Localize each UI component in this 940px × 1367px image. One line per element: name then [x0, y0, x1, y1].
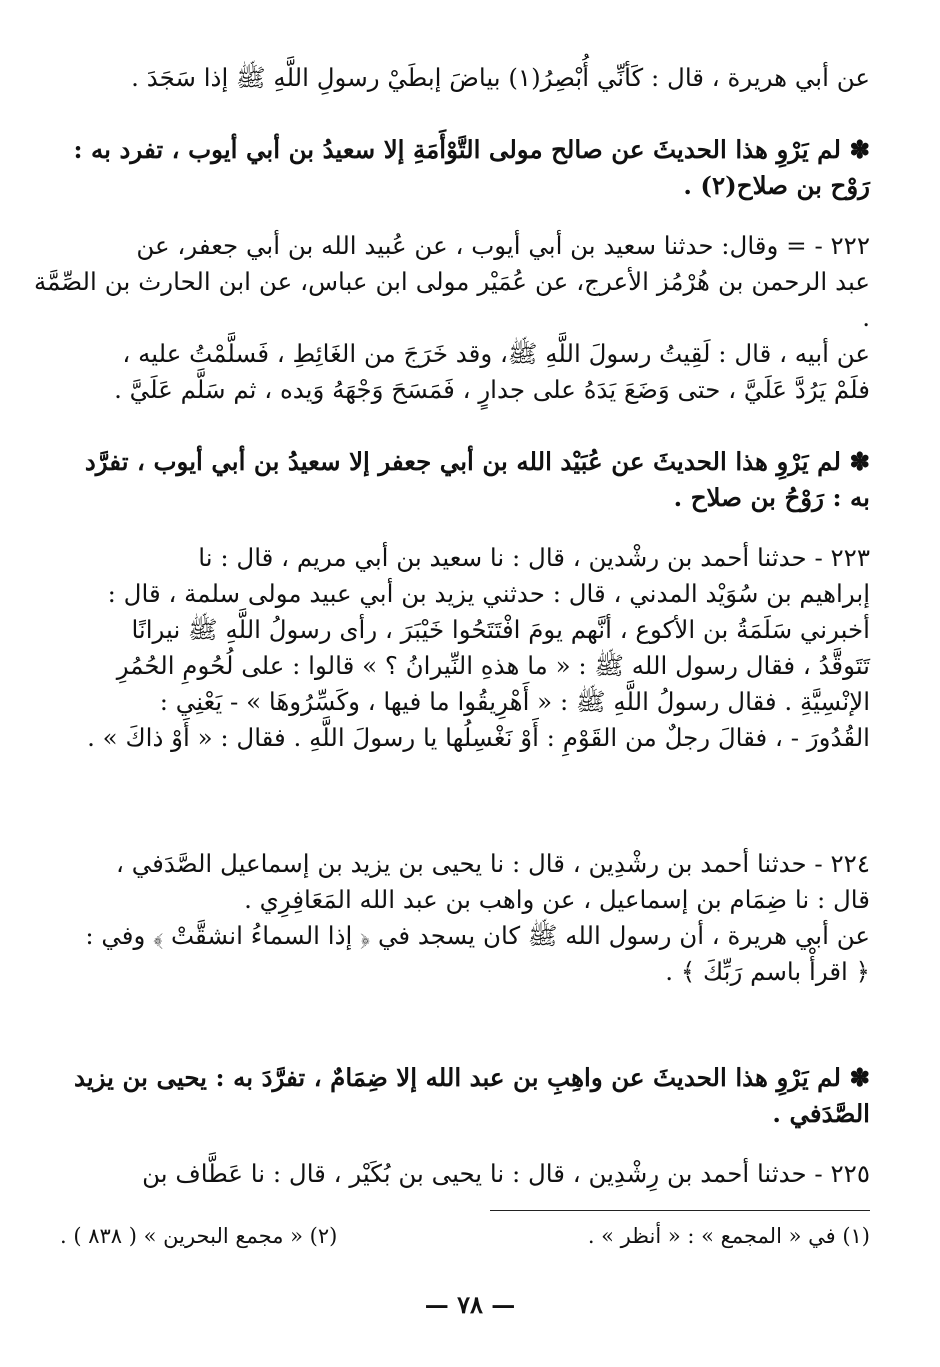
text-line: ٢٢٢ - = وقال: حدثنا سعيد بن أبي أيوب ، عن عُبيد الله بن أبي جعفر، عن — [136, 231, 870, 260]
text-line: إبراهيم بن سُوَيْد المدني ، قال : حدثني يزيد بن أبي عبيد مولى سلمة ، قال : — [107, 579, 870, 608]
text-line: ✽ لم يَرْوِ هذا الحديثَ عن واهِبِ بن عبد الله إلا ضِمَامٌ ، تفرَّدَ به : يحيى بن يزيد — [73, 1063, 870, 1092]
text-line: الصَّدَفي . — [772, 1099, 870, 1128]
hadith-223 — [34, 540, 870, 756]
commentary-222 — [34, 444, 870, 516]
text-line: عن أبي هريرة ، قال : كَأنِّي أُبْصِرُ(١) بياضَ إبطَيْ رسولِ اللَّهِ ﷺ إذا سَجَدَ . — [131, 63, 870, 92]
text-line: الإنْسِيَّةِ . فقال رسولُ اللَّهِ ﷺ : « أَهْرِيقُوا ما فيها ، وكَسِّرُوهَا » - يَعْنِي : — [159, 687, 870, 716]
text-line: به : رَوْحُ بن صلاح . — [673, 483, 870, 512]
text-line: عبد الرحمن بن هُرْمُز الأعرج، عن عُمَيْر مولى ابن عباس، عن ابن الحارث بن الصِّمَّة . — [34, 267, 870, 332]
text-line: رَوْح بن صلاح(٢) . — [683, 171, 870, 200]
hadith-224 — [34, 846, 870, 990]
hadith-225-start — [34, 1156, 870, 1192]
footnote-divider — [490, 1210, 870, 1211]
footnote-1: (١) في « المجمع » : « أنظر » . — [587, 1224, 870, 1248]
commentary-224 — [34, 1060, 870, 1132]
hadith-221-end — [34, 60, 870, 96]
footnote-2: (٢) « مجمع البحرين » ( ٨٣٨ ) . — [60, 1224, 338, 1248]
text-line: ﴿ اقرأْ باسم رَبِّكَ ﴾ . — [665, 957, 870, 986]
text-line: أخبرني سَلَمَةُ بن الأكوع ، أنَّهم يومَ افْتَتَحُوا خَيْبَرَ ، رأى رسولُ اللَّهِ ﷺ نيرانًا — [131, 615, 870, 644]
text-line: قال : نا ضِمَام بن إسماعيل ، عن واهب بن عبد الله المَعَافِرِي . — [244, 885, 870, 914]
text-line: فلَمْ يَرُدَّ عَلَيَّ ، حتى وَضَعَ يَدَهُ على جدارٍ ، فَمَسَحَ وَجْهَهُ وَيده ، ثم سَلَّم عَلَيَّ . — [114, 375, 870, 404]
text-line: القُدُورَ - ، فقالَ رجلٌ من القَوْمِ : أَوْ نَغْسِلُها يا رسولَ اللَّهِ . فقال : « أَوْ ذاكَ » . — [87, 723, 870, 752]
text-line: ٢٢٣ - حدثنا أحمد بن رشْدين ، قال : نا سعيد بن أبي مريم ، قال : نا — [198, 543, 870, 572]
text-line: تَتَوقَّدُ ، فقال رسول الله ﷺ : « ما هذهِ النِّيرانُ ؟ » قالوا : على لُحُومِ الحُمُرِ — [116, 651, 870, 680]
text-line: ✽ لم يَرْوِ هذا الحديثَ عن عُبَيْد الله بن أبي جعفر إلا سعيدُ بن أبي أيوب ، تفرَّد — [84, 447, 870, 476]
text-line: عن أبي هريرة ، أن رسول الله ﷺ كان يسجد في ﴿ إذا السماءُ انشقَّتْ ﴾ وفي : — [85, 921, 870, 950]
text-line: ٢٢٤ - حدثنا أحمد بن رشْدِين ، قال : نا يحيى بن يزيد بن إسماعيل الصَّدَفي ، — [116, 849, 870, 878]
text-line: عن أبيه ، قال : لَقِيتُ رسولَ اللَّهِ ﷺ، وقد خَرَجَ من الغَائِطِ ، فَسلَّمْتُ عليه ، — [122, 339, 870, 368]
footnotes — [60, 1220, 870, 1252]
page-number: — ٧٨ — — [424, 1290, 516, 1319]
hadith-222 — [34, 228, 870, 408]
text-line: ٢٢٥ - حدثنا أحمد بن رِشْدِين ، قال : نا يحيى بن بُكَيْر ، قال : نا عَطَّاف بن — [142, 1159, 870, 1188]
text-line: ✽ لم يَرْوِ هذا الحديثَ عن صالح مولى التَّوْأَمَةِ إلا سعيدُ بن أبي أيوب ، تفرد به : — [73, 135, 870, 164]
commentary-221 — [34, 132, 870, 204]
